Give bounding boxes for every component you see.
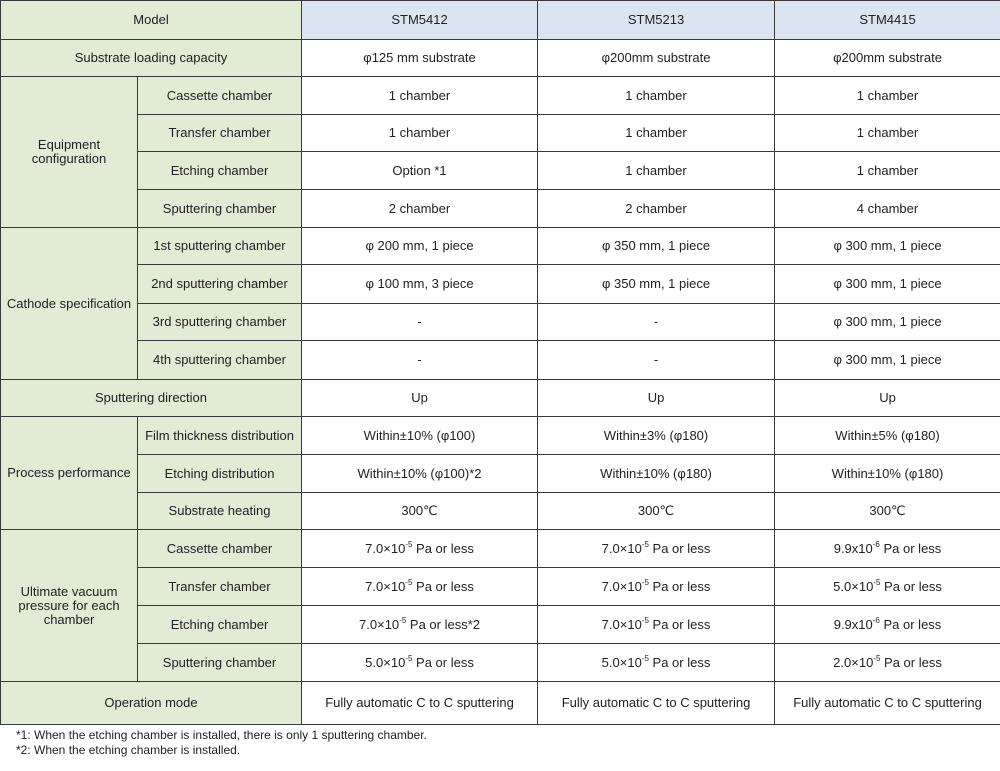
table-row xyxy=(1,341,1000,380)
table-cell: φ125 mm substrate xyxy=(302,40,538,77)
table-cell: $7.0\times 10^{-5}$ Pa or less xyxy=(538,530,775,568)
footnotes xyxy=(16,728,427,758)
table-cell: Fully automatic C to C sputtering xyxy=(302,682,538,725)
table-cell: Fully automatic C to C sputtering xyxy=(775,682,1000,725)
process-group-label: Process performance xyxy=(1,417,138,530)
row-label: Etching chamber xyxy=(138,152,302,190)
row-label: Etching distribution xyxy=(138,455,302,493)
table-cell: 2 chamber xyxy=(302,190,538,228)
table-cell: Within±10% (φ100)*2 xyxy=(302,455,538,493)
table-cell: Fully automatic C to C sputtering xyxy=(538,682,775,725)
table-row xyxy=(1,265,1000,304)
operation-row xyxy=(1,682,1000,725)
row-label: Etching chamber xyxy=(138,606,302,644)
table-cell: 1 chamber xyxy=(538,77,775,115)
table-cell: - xyxy=(302,341,538,380)
table-cell: φ 300 mm, 1 piece xyxy=(775,228,1000,265)
footnote-1: *1: When the etching chamber is installed, there is only 1 sputtering chamber. xyxy=(16,728,427,742)
table-cell: Within±10% (φ100) xyxy=(302,417,538,455)
table-cell: $9.9x10^{-6}$ Pa or less xyxy=(775,606,1000,644)
row-label: 2nd sputtering chamber xyxy=(138,265,302,304)
table-cell: - xyxy=(538,304,775,341)
row-label: Film thickness distribution xyxy=(138,417,302,455)
table-cell: φ 350 mm, 1 piece xyxy=(538,265,775,304)
table-cell: $5.0\times 10^{-5}$ Pa or less xyxy=(538,644,775,682)
table-cell: 1 chamber xyxy=(538,152,775,190)
table-row xyxy=(1,568,1000,606)
footnote-2: *2: When the etching chamber is installed. xyxy=(16,743,241,757)
table-cell: 4 chamber xyxy=(775,190,1000,228)
table-cell: 300℃ xyxy=(538,493,775,530)
table-row xyxy=(1,77,1000,115)
table-cell: φ 100 mm, 3 piece xyxy=(302,265,538,304)
model-stm5213: STM5213 xyxy=(538,1,775,40)
table-cell: $5.0\times 10^{-5}$ Pa or less xyxy=(302,644,538,682)
table-cell: $7.0\times 10^{-5}$ Pa or less xyxy=(538,606,775,644)
table-row xyxy=(1,228,1000,265)
direction-row xyxy=(1,380,1000,417)
row-label: Transfer chamber xyxy=(138,568,302,606)
table-row xyxy=(1,455,1000,493)
table-cell: Within±5% (φ180) xyxy=(775,417,1000,455)
row-label: 3rd sputtering chamber xyxy=(138,304,302,341)
table-cell: $7.0\times 10^{-5}$ Pa or less*2 xyxy=(302,606,538,644)
table-cell: 300℃ xyxy=(302,493,538,530)
substrate-row xyxy=(1,40,1000,77)
table-cell: φ 300 mm, 1 piece xyxy=(775,304,1000,341)
table-cell: - xyxy=(302,304,538,341)
table-row xyxy=(1,606,1000,644)
model-stm5412: STM5412 xyxy=(302,1,538,40)
row-label: 4th sputtering chamber xyxy=(138,341,302,380)
table-cell: $9.9x10^{-6}$ Pa or less xyxy=(775,530,1000,568)
table-row xyxy=(1,493,1000,530)
row-label: 1st sputtering chamber xyxy=(138,228,302,265)
table-row xyxy=(1,115,1000,152)
row-label: Transfer chamber xyxy=(138,115,302,152)
table-cell: φ 350 mm, 1 piece xyxy=(538,228,775,265)
table-cell: $5.0\times 10^{-5}$ Pa or less xyxy=(775,568,1000,606)
table-row xyxy=(1,530,1000,568)
vacuum-group-label: Ultimate vacuum pressure for each chamber xyxy=(1,530,138,682)
table-row xyxy=(1,190,1000,228)
table-cell: 2 chamber xyxy=(538,190,775,228)
table-cell: $2.0\times 10^{-5}$ Pa or less xyxy=(775,644,1000,682)
row-label: Cassette chamber xyxy=(138,530,302,568)
cathode-group-label: Cathode specification xyxy=(1,228,138,380)
table-cell: - xyxy=(538,341,775,380)
table-cell: 300℃ xyxy=(775,493,1000,530)
row-label: Cassette chamber xyxy=(138,77,302,115)
table-cell: 1 chamber xyxy=(302,115,538,152)
table-cell: φ200mm substrate xyxy=(538,40,775,77)
table-cell: 1 chamber xyxy=(302,77,538,115)
direction-label: Sputtering direction xyxy=(1,380,302,417)
header-row xyxy=(1,1,1000,40)
table-cell: $7.0\times 10^{-5}$ Pa or less xyxy=(302,568,538,606)
table-row xyxy=(1,152,1000,190)
table-cell: $7.0\times 10^{-5}$ Pa or less xyxy=(538,568,775,606)
model-label: Model xyxy=(1,1,302,40)
row-label: Sputtering chamber xyxy=(138,190,302,228)
table-cell: $7.0\times 10^{-5}$ Pa or less xyxy=(302,530,538,568)
table-cell: Up xyxy=(302,380,538,417)
table-cell: Within±3% (φ180) xyxy=(538,417,775,455)
row-label: Sputtering chamber xyxy=(138,644,302,682)
model-stm4415: STM4415 xyxy=(775,1,1000,40)
table-row xyxy=(1,417,1000,455)
table-cell: Option *1 xyxy=(302,152,538,190)
table-cell: φ 200 mm, 1 piece xyxy=(302,228,538,265)
table-cell: 1 chamber xyxy=(775,77,1000,115)
table-cell: Within±10% (φ180) xyxy=(538,455,775,493)
table-row xyxy=(1,304,1000,341)
table-cell: φ 300 mm, 1 piece xyxy=(775,341,1000,380)
table-cell: φ 300 mm, 1 piece xyxy=(775,265,1000,304)
table-row xyxy=(1,644,1000,682)
table-cell: 1 chamber xyxy=(538,115,775,152)
substrate-label: Substrate loading capacity xyxy=(1,40,302,77)
operation-label: Operation mode xyxy=(1,682,302,725)
table-cell: φ200mm substrate xyxy=(775,40,1000,77)
table-cell: Up xyxy=(775,380,1000,417)
table-cell: Within±10% (φ180) xyxy=(775,455,1000,493)
table-cell: 1 chamber xyxy=(775,152,1000,190)
table-cell: Up xyxy=(538,380,775,417)
row-label: Substrate heating xyxy=(138,493,302,530)
equipment-group-label: Equipment configuration xyxy=(1,77,138,228)
table-cell: 1 chamber xyxy=(775,115,1000,152)
